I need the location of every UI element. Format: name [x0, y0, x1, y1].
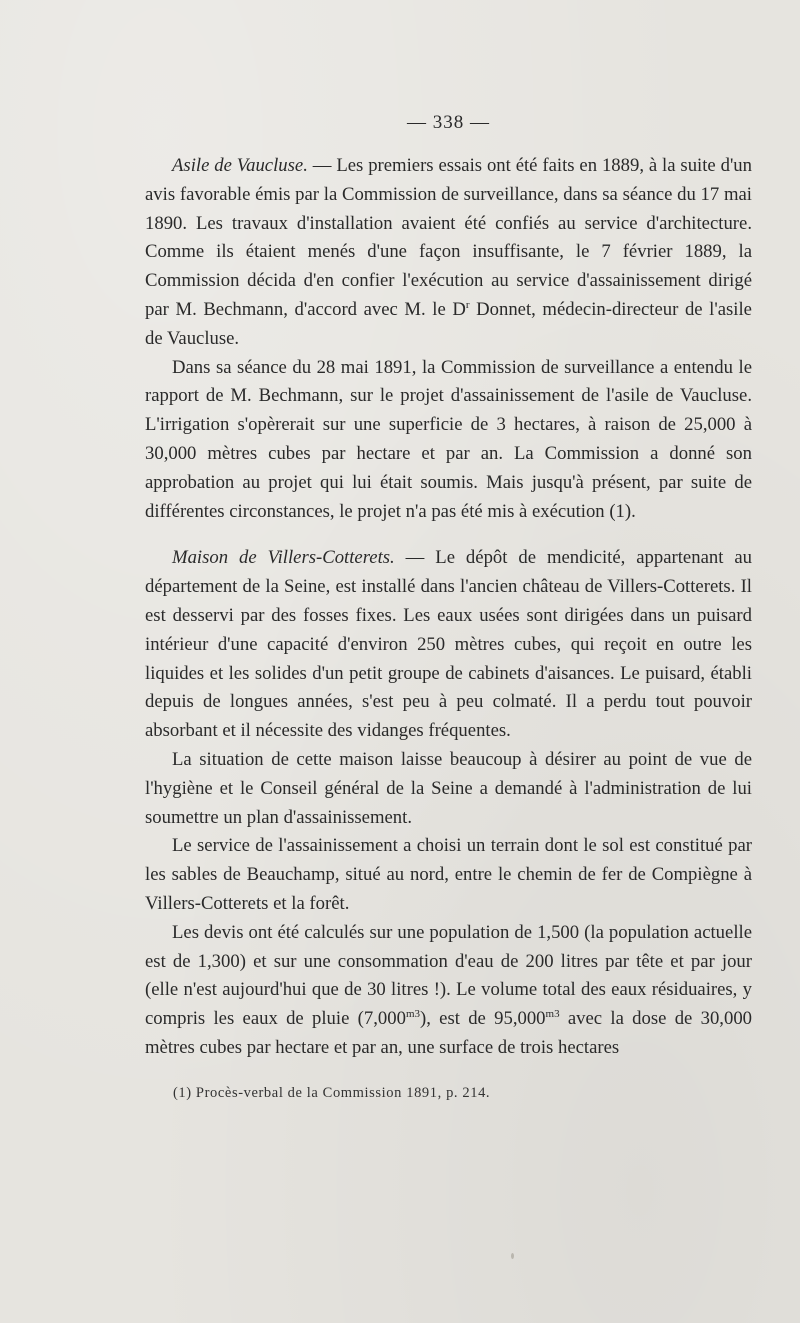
paragraph-situation: La situation de cette maison laisse beaucoup à désirer au point de vue de l'hygiène et le Conseil général de la Seine a demandé à l'administration de lui soumettre un plan d'assainissement.	[145, 748, 752, 828]
paragraph-text: Les devis ont été calculés sur une population de 1,500 (la population actuelle est de 1,300) et sur une consommation d'eau de 200 litres par tête et par jour (elle n'est aujourd'hui que de 30 litres !). Le volume total des eaux résiduaires, y compris les eaux de pluie (7,000	[145, 921, 752, 1030]
paragraph-text: avec la dose de 30,000 mètres cubes par hectare et par an, une surface de trois hectares	[145, 1008, 753, 1058]
paragraph-service: Le service de l'assainissement a choisi un terrain dont le sol est constitué par les sables de Beauchamp, situé au nord, entre le chemin de fer de Compiègne à Villers-Cotterets et la forêt.	[145, 835, 752, 914]
superscript: m3	[405, 1008, 420, 1021]
page-number: — 338 —	[407, 112, 490, 133]
paragraph-text: ), est de 95,000	[420, 1008, 546, 1030]
paragraph-villers-cotterets	[145, 544, 752, 746]
section-heading-vaucluse: Asile de Vaucluse.	[172, 155, 308, 176]
paragraph-text-continued: Donnet, médecin-directeur de l'asile de Vaucluse.	[145, 298, 752, 349]
book-page	[145, 112, 752, 1102]
superscript: r	[465, 298, 470, 311]
body-text	[145, 152, 752, 1063]
paragraph-text: — Le dépôt de mendicité, appartenant au département de la Seine, est installé dans l'ancien château de Villers-Cotterets. Il est desservi par des fosses fixes. Les eaux usées sont dirigées dans un puisard intérieur d'une capacité d'environ 250 mètres cubes, qui reçoit en outre les liquides et les solides d'un petit groupe de cabinets d'aisances. Le puisard, établi depuis de longues années, s'est peu à peu colmaté. Il a perdu tout pouvoir absorbant et il nécessite des vidanges fréquentes.	[145, 547, 752, 742]
superscript: m3	[545, 1008, 560, 1021]
paragraph-seance: Dans sa séance du 28 mai 1891, la Commission de surveillance a entendu le rapport de M. Bechmann, sur le projet d'assainissement de l'asile de Vaucluse. L'irrigation s'opèrerait sur une superficie de 3 hectares, à raison de 25,000 à 30,000 mètres cubes par hectare et par an. La Commission a donné son approbation au projet qui lui était soumis. Mais jusqu'à présent, par suite de différentes circonstances, le projet n'a pas été mis à exécution (1).	[145, 356, 752, 522]
paragraph-vaucluse	[145, 152, 752, 354]
paper-speck	[511, 1253, 514, 1259]
paragraph-text: — Les premiers essais ont été faits en 1889, à la suite d'un avis favorable émis par la Commission de surveillance, dans sa séance du 17 mai 1890. Les travaux d'installation avaient été confiés au service d'architecture. Comme ils étaient menés d'une façon insuffisante, le 7 février 1889, la Commission décida d'en confier l'exécution au service d'assainissement dirigé par M. Bechmann, d'accord avec M. le D	[145, 155, 752, 320]
section-heading-villers-cotterets: Maison de Villers-Cotterets.	[172, 547, 395, 569]
footnote: (1) Procès-verbal de la Commission 1891, p. 214.	[173, 1084, 491, 1101]
section-gap	[145, 526, 752, 544]
paragraph-devis	[145, 919, 752, 1063]
